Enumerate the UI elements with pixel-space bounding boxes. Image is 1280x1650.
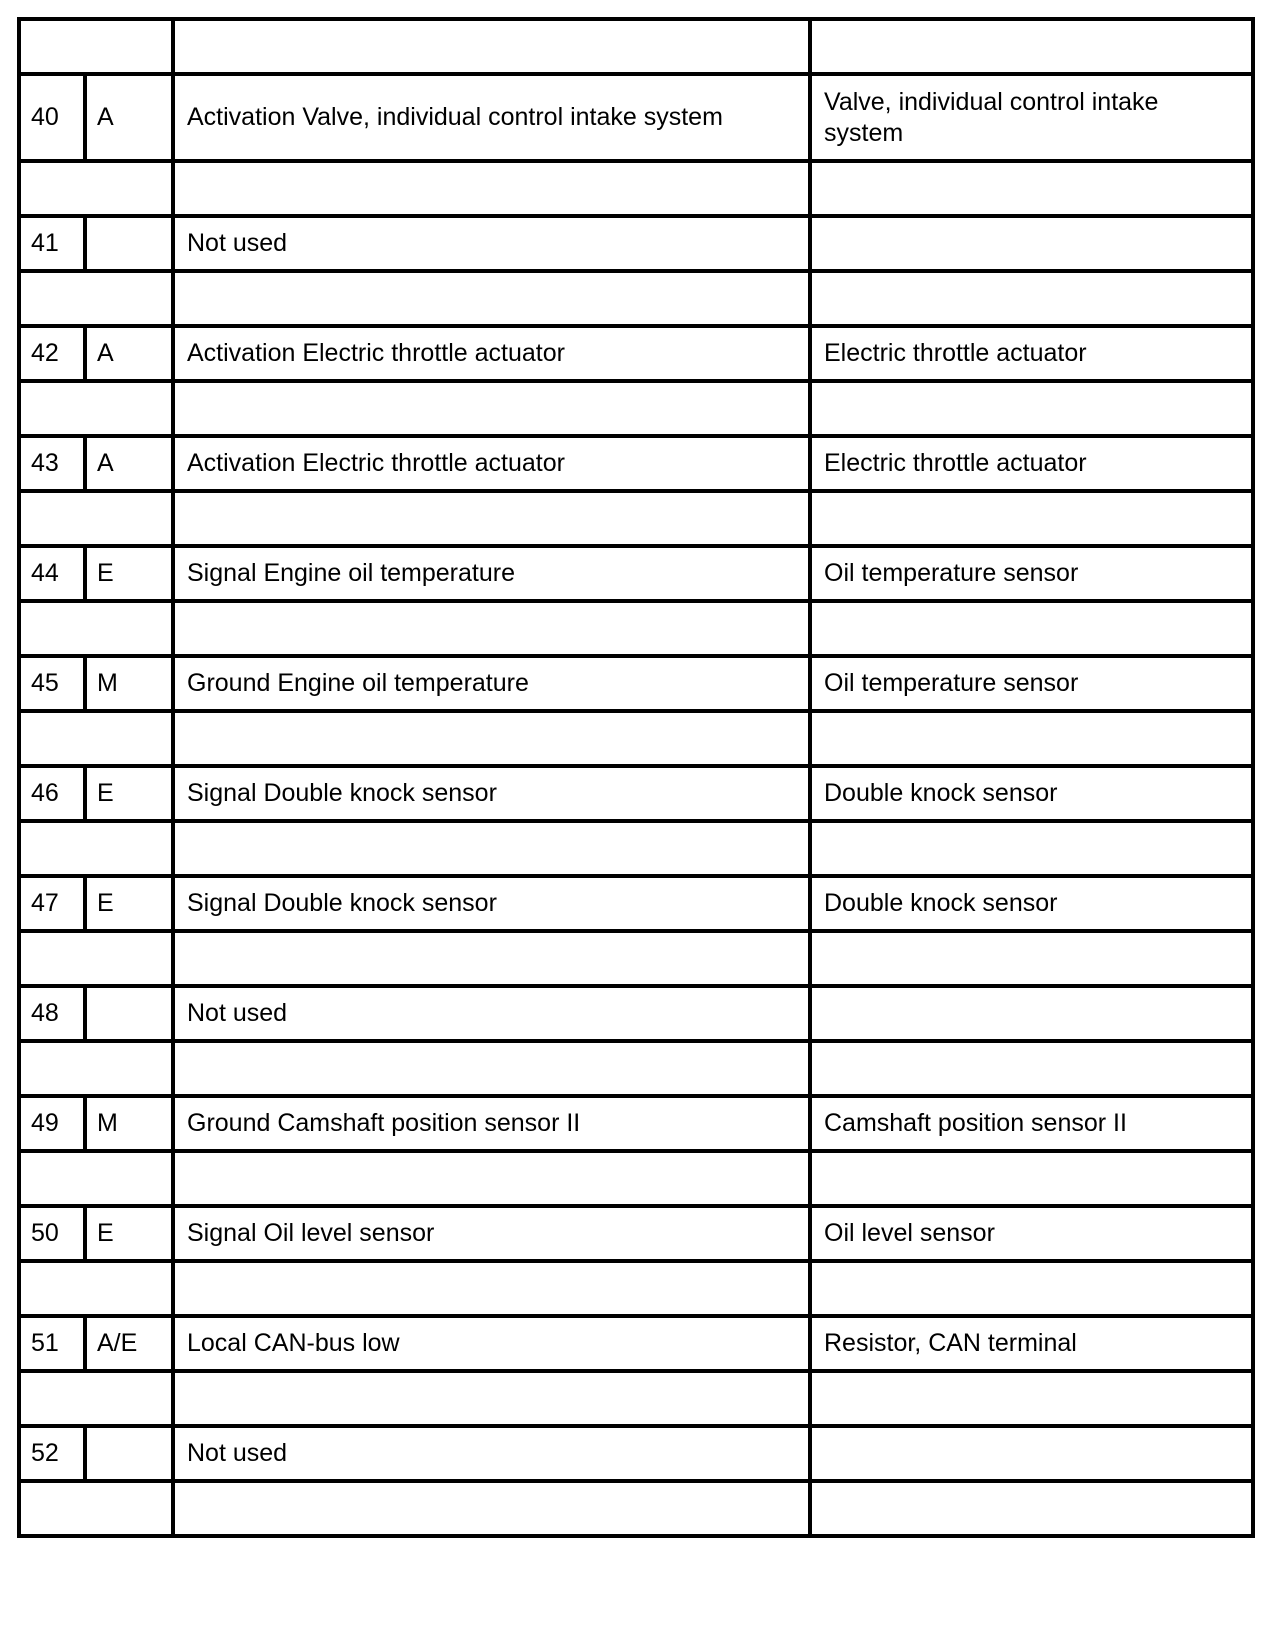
spacer-row xyxy=(19,19,1253,74)
spacer-cell xyxy=(19,1151,173,1206)
signal-type xyxy=(85,216,173,271)
pin-component: Double knock sensor xyxy=(810,766,1253,821)
pin-function: Ground Engine oil temperature xyxy=(173,656,810,711)
pin-component: Camshaft position sensor II xyxy=(810,1096,1253,1151)
table-row xyxy=(19,436,1253,491)
spacer-cell xyxy=(173,821,810,876)
pin-component: Double knock sensor xyxy=(810,876,1253,931)
spacer-cell xyxy=(173,381,810,436)
spacer-cell xyxy=(19,491,173,546)
table-row xyxy=(19,766,1253,821)
spacer-cell xyxy=(810,1041,1253,1096)
pin-function: Not used xyxy=(173,1426,810,1481)
spacer-cell xyxy=(173,161,810,216)
pin-function: Signal Engine oil temperature xyxy=(173,546,810,601)
table-row xyxy=(19,326,1253,381)
spacer-cell xyxy=(810,1151,1253,1206)
pin-number: 40 xyxy=(19,74,85,161)
spacer-row xyxy=(19,1041,1253,1096)
spacer-cell xyxy=(810,271,1253,326)
spacer-cell xyxy=(19,1481,173,1536)
spacer-cell xyxy=(19,161,173,216)
signal-type: E xyxy=(85,766,173,821)
spacer-cell xyxy=(173,1261,810,1316)
pin-component: Resistor, CAN terminal xyxy=(810,1316,1253,1371)
table-row xyxy=(19,1316,1253,1371)
spacer-row xyxy=(19,161,1253,216)
spacer-cell xyxy=(810,601,1253,656)
spacer-cell xyxy=(173,1481,810,1536)
spacer-cell xyxy=(173,711,810,766)
spacer-cell xyxy=(19,821,173,876)
pin-number: 48 xyxy=(19,986,85,1041)
pin-component: Valve, individual control intake system xyxy=(810,74,1253,161)
pin-number: 50 xyxy=(19,1206,85,1261)
pin-number: 46 xyxy=(19,766,85,821)
signal-type: M xyxy=(85,1096,173,1151)
spacer-row xyxy=(19,491,1253,546)
pin-function: Ground Camshaft position sensor II xyxy=(173,1096,810,1151)
table-row xyxy=(19,876,1253,931)
pin-function: Activation Valve, individual control intake system xyxy=(173,74,810,161)
signal-type: M xyxy=(85,656,173,711)
pin-component: Electric throttle actuator xyxy=(810,326,1253,381)
pin-number: 41 xyxy=(19,216,85,271)
spacer-cell xyxy=(810,1481,1253,1536)
spacer-cell xyxy=(173,1371,810,1426)
spacer-cell xyxy=(810,931,1253,986)
spacer-cell xyxy=(173,601,810,656)
signal-type: A xyxy=(85,436,173,491)
pin-component: Oil level sensor xyxy=(810,1206,1253,1261)
pin-number: 45 xyxy=(19,656,85,711)
spacer-cell xyxy=(19,1261,173,1316)
signal-type: E xyxy=(85,876,173,931)
pin-number: 43 xyxy=(19,436,85,491)
spacer-cell xyxy=(19,931,173,986)
pin-table-body xyxy=(19,19,1253,1536)
pin-function: Signal Oil level sensor xyxy=(173,1206,810,1261)
spacer-cell xyxy=(810,1371,1253,1426)
spacer-cell xyxy=(19,711,173,766)
pin-number: 49 xyxy=(19,1096,85,1151)
signal-type: E xyxy=(85,1206,173,1261)
spacer-cell xyxy=(19,601,173,656)
table-row xyxy=(19,1206,1253,1261)
pin-number: 47 xyxy=(19,876,85,931)
pin-component xyxy=(810,986,1253,1041)
spacer-cell xyxy=(19,19,173,74)
spacer-cell xyxy=(19,1371,173,1426)
pin-component: Electric throttle actuator xyxy=(810,436,1253,491)
spacer-cell xyxy=(810,1261,1253,1316)
spacer-row xyxy=(19,1481,1253,1536)
signal-type xyxy=(85,986,173,1041)
spacer-row xyxy=(19,381,1253,436)
table-row xyxy=(19,1426,1253,1481)
spacer-cell xyxy=(19,381,173,436)
table-row xyxy=(19,546,1253,601)
pin-component: Oil temperature sensor xyxy=(810,546,1253,601)
spacer-cell xyxy=(810,161,1253,216)
spacer-cell xyxy=(19,271,173,326)
pin-function: Not used xyxy=(173,986,810,1041)
signal-type: A xyxy=(85,74,173,161)
spacer-row xyxy=(19,1151,1253,1206)
spacer-cell xyxy=(810,19,1253,74)
pin-number: 44 xyxy=(19,546,85,601)
pin-function: Activation Electric throttle actuator xyxy=(173,436,810,491)
spacer-cell xyxy=(810,491,1253,546)
table-row xyxy=(19,74,1253,161)
pin-function: Activation Electric throttle actuator xyxy=(173,326,810,381)
table-row xyxy=(19,1096,1253,1151)
signal-type: A/E xyxy=(85,1316,173,1371)
spacer-cell xyxy=(810,821,1253,876)
pin-component: Oil temperature sensor xyxy=(810,656,1253,711)
pin-function: Signal Double knock sensor xyxy=(173,766,810,821)
signal-type: E xyxy=(85,546,173,601)
pin-component xyxy=(810,1426,1253,1481)
pin-function: Not used xyxy=(173,216,810,271)
spacer-cell xyxy=(173,271,810,326)
spacer-row xyxy=(19,601,1253,656)
spacer-cell xyxy=(173,1041,810,1096)
spacer-cell xyxy=(173,19,810,74)
spacer-cell xyxy=(173,491,810,546)
spacer-row xyxy=(19,1261,1253,1316)
spacer-cell xyxy=(19,1041,173,1096)
pin-assignment-table xyxy=(17,17,1255,1538)
table-row xyxy=(19,216,1253,271)
spacer-cell xyxy=(173,1151,810,1206)
spacer-row xyxy=(19,1371,1253,1426)
spacer-row xyxy=(19,271,1253,326)
spacer-row xyxy=(19,821,1253,876)
spacer-cell xyxy=(810,711,1253,766)
signal-type: A xyxy=(85,326,173,381)
spacer-cell xyxy=(173,931,810,986)
table-row xyxy=(19,986,1253,1041)
spacer-cell xyxy=(810,381,1253,436)
pin-number: 42 xyxy=(19,326,85,381)
signal-type xyxy=(85,1426,173,1481)
table-row xyxy=(19,656,1253,711)
pin-function: Signal Double knock sensor xyxy=(173,876,810,931)
spacer-row xyxy=(19,931,1253,986)
spacer-row xyxy=(19,711,1253,766)
pin-function: Local CAN-bus low xyxy=(173,1316,810,1371)
pin-component xyxy=(810,216,1253,271)
pin-number: 52 xyxy=(19,1426,85,1481)
pin-number: 51 xyxy=(19,1316,85,1371)
